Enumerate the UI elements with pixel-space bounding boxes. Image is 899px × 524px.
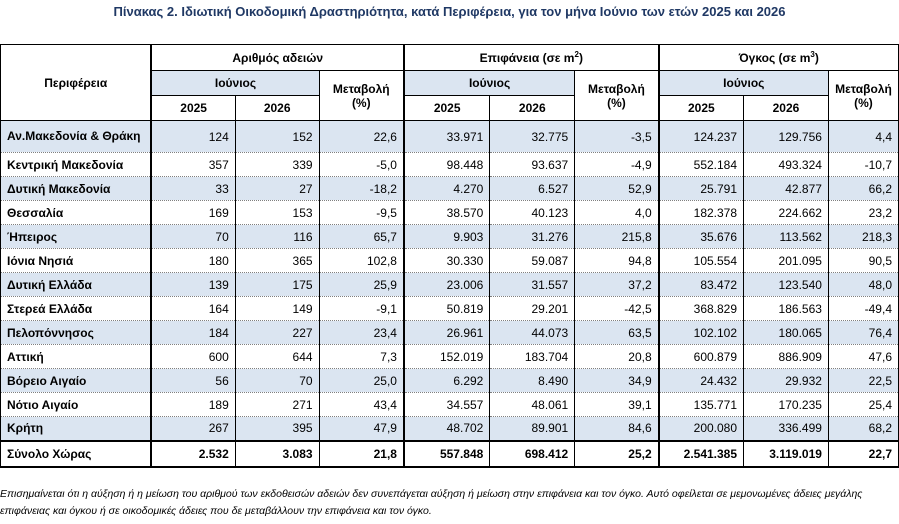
area-change-cell: -4,9 (575, 153, 659, 177)
total-region-cell: Σύνολο Χώρας (1, 441, 152, 467)
area-change-line2: (%) (607, 95, 626, 110)
permits-2025-cell: 180 (151, 249, 235, 273)
area-2025-cell: 4.270 (404, 177, 490, 201)
volume-change-cell: 47,6 (828, 345, 898, 369)
volume-change-header (828, 71, 898, 121)
area-2025-cell: 30.330 (404, 249, 490, 273)
permits-change-cell: 23,4 (319, 321, 404, 345)
volume-2025-cell: 182.378 (659, 201, 744, 225)
area-2025-cell: 152.019 (404, 345, 490, 369)
total-volume-2026-cell: 3.119.019 (744, 441, 829, 467)
permits-2026-cell: 271 (235, 393, 319, 417)
volume-2025-cell: 135.771 (659, 393, 744, 417)
area-2025-cell: 9.903 (404, 225, 490, 249)
permits-2025-cell: 33 (151, 177, 235, 201)
permits-year-2025-header: 2025 (151, 96, 235, 121)
permits-2025-cell: 56 (151, 369, 235, 393)
volume-change-cell: 90,5 (828, 249, 898, 273)
total-area-2026-cell: 698.412 (490, 441, 575, 467)
area-month-header: Ιούνιος (404, 71, 575, 96)
permits-change-cell: 25,0 (319, 369, 404, 393)
table-row (1, 249, 899, 273)
permits-2025-cell: 267 (151, 417, 235, 441)
volume-change-cell: 68,2 (828, 417, 898, 441)
permits-change-cell: -9,1 (319, 297, 404, 321)
permits-2025-cell: 357 (151, 153, 235, 177)
region-cell: Κεντρική Μακεδονία (1, 153, 152, 177)
permits-group-header (151, 45, 404, 71)
table-row (1, 225, 899, 249)
table-row (1, 201, 899, 225)
volume-2025-cell: 83.472 (659, 273, 744, 297)
volume-2025-cell: 25.791 (659, 177, 744, 201)
table-row (1, 121, 899, 153)
permits-2026-cell: 152 (235, 121, 319, 153)
footnote: Επισημαίνεται ότι η αύξηση ή η μείωση του αριθμού των εκδοθεισών αδειών δεν συνεπάγεται αύξηση ή μείωση στην επιφάνεια και τον όγκο. Αυτό οφείλεται σε μεμονωμένες άδειες μεγάλης επιφάνειας και όγκου ή σε οικοδομικές άδειες που δε μεταβάλλουν την επιφάνεια και τον όγκο. (0, 488, 863, 517)
area-2026-cell: 31.276 (490, 225, 575, 249)
permits-change-cell: 47,9 (319, 417, 404, 441)
permits-change-cell: 65,7 (319, 225, 404, 249)
region-cell: Βόρειο Αιγαίο (1, 369, 152, 393)
volume-unit-superscript: 3 (810, 49, 815, 59)
volume-2025-cell: 124.237 (659, 121, 744, 153)
volume-2025-cell: 552.184 (659, 153, 744, 177)
permits-2026-cell: 227 (235, 321, 319, 345)
area-2026-cell: 29.201 (490, 297, 575, 321)
total-area-change-cell: 25,2 (575, 441, 659, 467)
permits-change-cell: 7,3 (319, 345, 404, 369)
total-row (1, 441, 899, 467)
table-row (1, 345, 899, 369)
volume-month-header: Ιούνιος (659, 71, 829, 96)
volume-year-2025-header: 2025 (659, 96, 744, 121)
volume-change-cell: 4,4 (828, 121, 898, 153)
volume-2026-cell: 180.065 (744, 321, 829, 345)
permits-change-cell: 102,8 (319, 249, 404, 273)
area-change-cell: 215,8 (575, 225, 659, 249)
area-2025-cell: 33.971 (404, 121, 490, 153)
permits-2026-cell: 153 (235, 201, 319, 225)
permits-2025-cell: 600 (151, 345, 235, 369)
permits-2025-cell: 124 (151, 121, 235, 153)
volume-year-2026-header: 2026 (744, 96, 829, 121)
permits-2026-cell: 339 (235, 153, 319, 177)
area-2025-cell: 38.570 (404, 201, 490, 225)
area-change-cell: 34,9 (575, 369, 659, 393)
area-change-cell: -3,5 (575, 121, 659, 153)
area-change-cell: 63,5 (575, 321, 659, 345)
volume-2025-cell: 24.432 (659, 369, 744, 393)
volume-group-close: ) (814, 50, 819, 65)
volume-2026-cell: 201.095 (744, 249, 829, 273)
area-2026-cell: 59.087 (490, 249, 575, 273)
area-2026-cell: 89.901 (490, 417, 575, 441)
permits-2026-cell: 175 (235, 273, 319, 297)
volume-change-cell: 66,2 (828, 177, 898, 201)
area-change-cell: 52,9 (575, 177, 659, 201)
region-cell: Πελοπόννησος (1, 321, 152, 345)
area-2026-cell: 48.061 (490, 393, 575, 417)
permits-change-line1: Μεταβολή (332, 81, 390, 96)
permits-month-header: Ιούνιος (151, 71, 319, 96)
table-row (1, 153, 899, 177)
permits-2026-cell: 70 (235, 369, 319, 393)
table-row (1, 321, 899, 345)
region-cell: Ήπειρος (1, 225, 152, 249)
area-2026-cell: 183.704 (490, 345, 575, 369)
area-change-line1: Μεταβολή (588, 81, 645, 96)
permits-2026-cell: 27 (235, 177, 319, 201)
table-row (1, 369, 899, 393)
region-cell: Κρήτη (1, 417, 152, 441)
area-group-close: ) (578, 50, 583, 65)
region-cell: Αττική (1, 345, 152, 369)
table-row (1, 417, 899, 441)
area-group-header (404, 45, 659, 71)
permits-2025-cell: 70 (151, 225, 235, 249)
volume-2025-cell: 600.879 (659, 345, 744, 369)
area-change-cell: -42,5 (575, 297, 659, 321)
regional-construction-table (0, 44, 899, 468)
permits-2026-cell: 644 (235, 345, 319, 369)
table-body (1, 121, 899, 467)
area-year-2025-header: 2025 (404, 96, 490, 121)
area-2025-cell: 23.006 (404, 273, 490, 297)
region-header: Περιφέρεια (1, 45, 152, 121)
area-2026-cell: 40.123 (490, 201, 575, 225)
volume-change-cell: 76,4 (828, 321, 898, 345)
area-2025-cell: 48.702 (404, 417, 490, 441)
table-row (1, 297, 899, 321)
area-2025-cell: 50.819 (404, 297, 490, 321)
permits-2026-cell: 395 (235, 417, 319, 441)
volume-2025-cell: 200.080 (659, 417, 744, 441)
volume-2026-cell: 170.235 (744, 393, 829, 417)
area-group-label: Επιφάνεια (σε m (479, 50, 575, 65)
area-change-cell: 94,8 (575, 249, 659, 273)
table-row (1, 273, 899, 297)
region-cell: Δυτική Μακεδονία (1, 177, 152, 201)
volume-change-line1: Μεταβολή (835, 81, 892, 96)
permits-2026-cell: 365 (235, 249, 319, 273)
total-volume-change-cell: 22,7 (828, 441, 898, 467)
volume-2026-cell: 224.662 (744, 201, 829, 225)
volume-2026-cell: 493.324 (744, 153, 829, 177)
volume-2026-cell: 886.909 (744, 345, 829, 369)
permits-change-cell: 25,9 (319, 273, 404, 297)
total-permits-2025-cell: 2.532 (151, 441, 235, 467)
area-2025-cell: 34.557 (404, 393, 490, 417)
volume-2026-cell: 186.563 (744, 297, 829, 321)
volume-2026-cell: 123.540 (744, 273, 829, 297)
total-permits-2026-cell: 3.083 (235, 441, 319, 467)
volume-2026-cell: 29.932 (744, 369, 829, 393)
permits-change-cell: -18,2 (319, 177, 404, 201)
permits-group-label: Αριθμός αδειών (232, 50, 324, 65)
permits-change-header (319, 71, 404, 121)
area-2025-cell: 26.961 (404, 321, 490, 345)
permits-year-2026-header: 2026 (235, 96, 319, 121)
area-unit-superscript: 2 (574, 49, 579, 59)
area-year-2026-header: 2026 (490, 96, 575, 121)
volume-2026-cell: 336.499 (744, 417, 829, 441)
volume-change-cell: -10,7 (828, 153, 898, 177)
volume-2025-cell: 35.676 (659, 225, 744, 249)
area-2026-cell: 31.557 (490, 273, 575, 297)
permits-change-cell: 43,4 (319, 393, 404, 417)
area-change-header (575, 71, 659, 121)
permits-2026-cell: 149 (235, 297, 319, 321)
volume-change-line2: (%) (854, 95, 873, 110)
volume-change-cell: -49,4 (828, 297, 898, 321)
area-change-cell: 37,2 (575, 273, 659, 297)
volume-2025-cell: 368.829 (659, 297, 744, 321)
permits-2025-cell: 184 (151, 321, 235, 345)
volume-2026-cell: 42.877 (744, 177, 829, 201)
region-cell: Ιόνια Νησιά (1, 249, 152, 273)
volume-group-label: Όγκος (σε m (738, 50, 811, 65)
area-2026-cell: 44.073 (490, 321, 575, 345)
permits-2025-cell: 189 (151, 393, 235, 417)
volume-change-cell: 25,4 (828, 393, 898, 417)
area-change-cell: 39,1 (575, 393, 659, 417)
area-2026-cell: 6.527 (490, 177, 575, 201)
region-cell: Θεσσαλία (1, 201, 152, 225)
permits-change-cell: 22,6 (319, 121, 404, 153)
volume-change-cell: 22,5 (828, 369, 898, 393)
total-permits-change-cell: 21,8 (319, 441, 404, 467)
area-change-cell: 4,0 (575, 201, 659, 225)
volume-2025-cell: 102.102 (659, 321, 744, 345)
volume-2026-cell: 113.562 (744, 225, 829, 249)
volume-2026-cell: 129.756 (744, 121, 829, 153)
permits-2026-cell: 116 (235, 225, 319, 249)
permits-change-line2: (%) (351, 95, 371, 110)
table-title: Πίνακας 2. Ιδιωτική Οικοδομική Δραστηριότητα, κατά Περιφέρεια, για τον μήνα Ιούνιο των ετών 2025 και 2026 (113, 4, 786, 19)
volume-2025-cell: 105.554 (659, 249, 744, 273)
permits-change-cell: -5,0 (319, 153, 404, 177)
volume-change-cell: 23,2 (828, 201, 898, 225)
table-row (1, 177, 899, 201)
permits-2025-cell: 139 (151, 273, 235, 297)
volume-group-header (659, 45, 899, 71)
area-change-cell: 84,6 (575, 417, 659, 441)
area-2025-cell: 98.448 (404, 153, 490, 177)
region-cell: Δυτική Ελλάδα (1, 273, 152, 297)
region-cell: Στερεά Ελλάδα (1, 297, 152, 321)
area-2026-cell: 8.490 (490, 369, 575, 393)
region-cell: Νότιο Αιγαίο (1, 393, 152, 417)
area-2026-cell: 32.775 (490, 121, 575, 153)
total-area-2025-cell: 557.848 (404, 441, 490, 467)
area-2026-cell: 93.637 (490, 153, 575, 177)
volume-change-cell: 48,0 (828, 273, 898, 297)
area-change-cell: 20,8 (575, 345, 659, 369)
region-cell: Αν.Μακεδονία & Θράκη (1, 121, 152, 153)
table-row (1, 393, 899, 417)
area-2025-cell: 6.292 (404, 369, 490, 393)
permits-2025-cell: 169 (151, 201, 235, 225)
permits-2025-cell: 164 (151, 297, 235, 321)
total-volume-2025-cell: 2.541.385 (659, 441, 744, 467)
permits-change-cell: -9,5 (319, 201, 404, 225)
volume-change-cell: 218,3 (828, 225, 898, 249)
